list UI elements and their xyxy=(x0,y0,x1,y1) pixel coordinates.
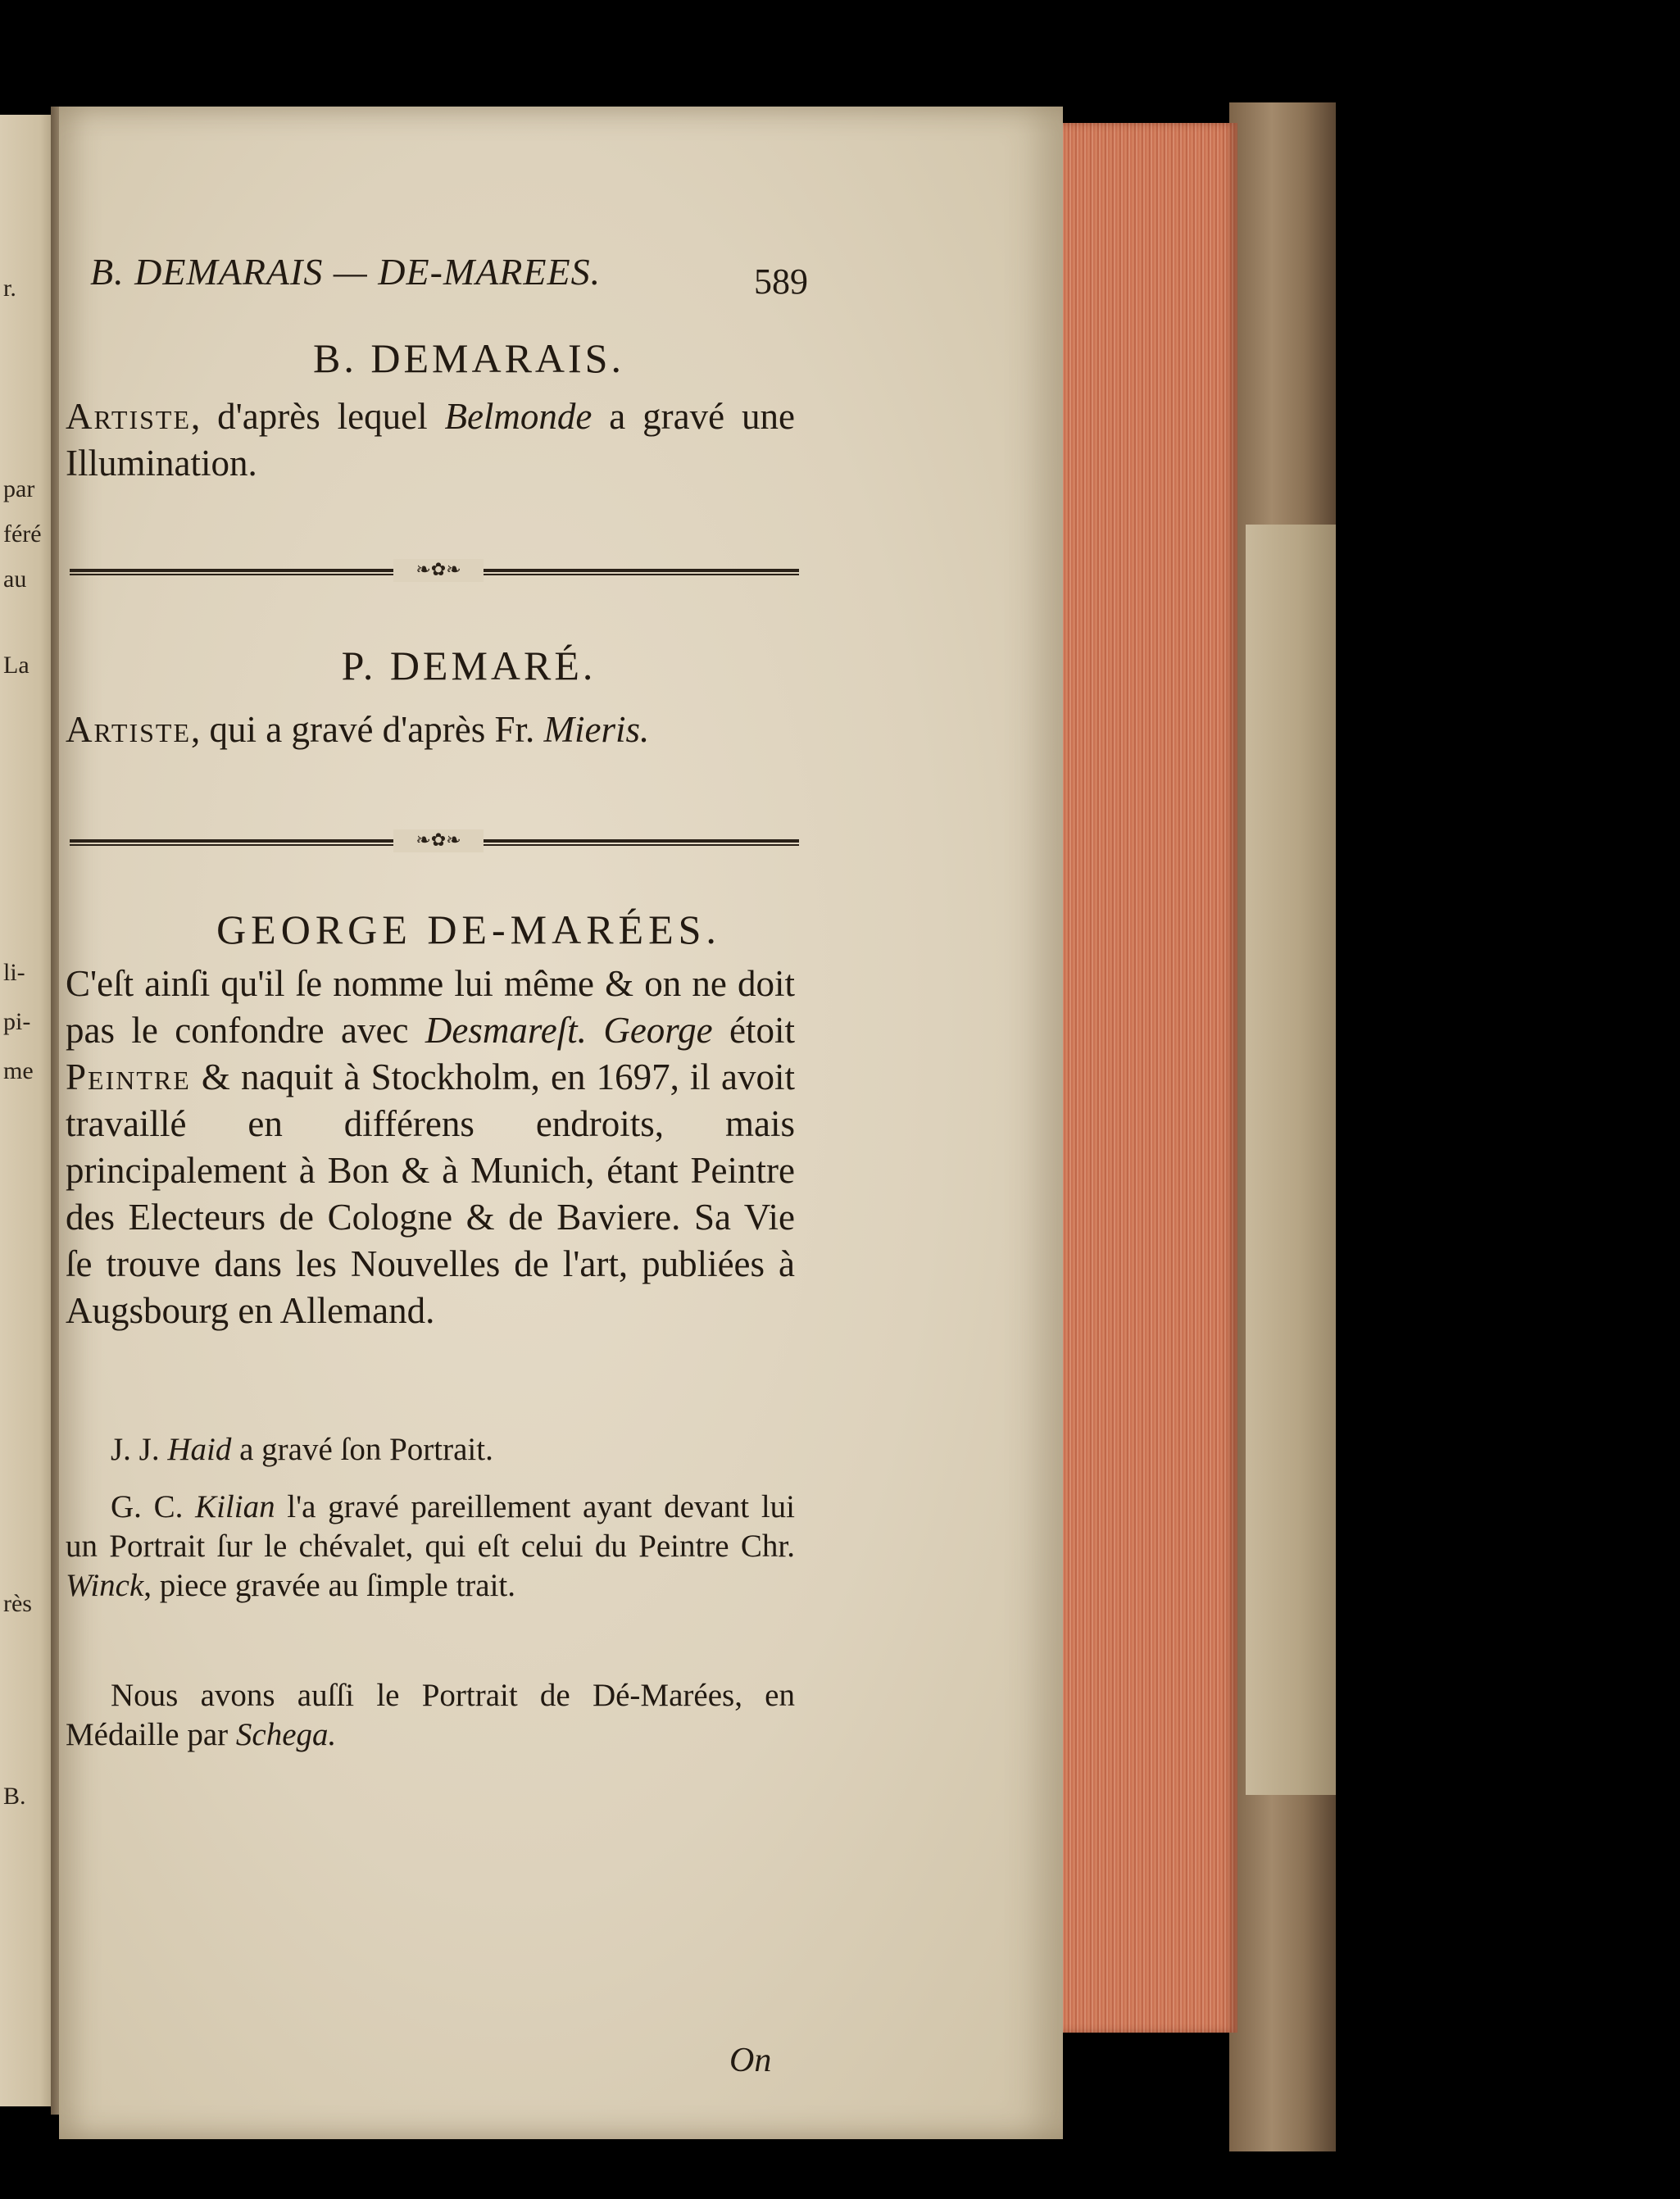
entry-title: B. DEMARAIS. xyxy=(313,335,624,381)
entry-title: P. DEMARÉ. xyxy=(341,643,597,688)
entry-paragraph: Nous avons auſſi le Portrait de Dé-Marées, en Médaille par Schega. xyxy=(66,1678,795,1752)
left-fragment: pi- xyxy=(3,1008,31,1035)
artist-name: Desmareſt. xyxy=(425,1010,587,1051)
entry-paragraph: Artiste, d'après lequel Belmonde a gravé une Illumination. xyxy=(66,396,795,484)
left-fragment: au xyxy=(3,566,27,593)
entry-paragraph: Artiste, qui a gravé d'après Fr. Mieris. xyxy=(66,709,650,750)
entry-paragraph: J. J. Haid a gravé ſon Portrait. xyxy=(111,1432,493,1467)
page-fore-edge xyxy=(1057,123,1237,2033)
book-cover-board xyxy=(1246,525,1336,1795)
entry-paragraph: C'eſt ainſi qu'il ſe nomme lui même & on ne doit pas le confondre avec Desmareſt. George étoit Peintre & naquit à Stockholm, en 1697, il avoit travaillé en différens endroits, mais principalement à Bon & à Munich, étant Peintre des Electeurs de Cologne & de Baviere. Sa Vie ſe trouve dans les Nouvelles de l'art, publiées à Augsbourg en Allemand. xyxy=(66,963,795,1331)
entry-lead: Artiste xyxy=(66,709,192,750)
left-fragment: r. xyxy=(3,275,16,302)
entry-title: GEORGE DE-MARÉES. xyxy=(216,906,721,952)
ornament-icon: ❧✿❧ xyxy=(393,829,484,852)
artist-name: George xyxy=(603,1010,713,1051)
left-fragment: B. xyxy=(3,1783,26,1810)
left-fragment: La xyxy=(3,652,30,679)
artist-name: Mieris. xyxy=(543,709,650,750)
running-title: B. DEMARAIS — DE-MAREES. xyxy=(90,251,602,293)
artist-name: Schega. xyxy=(235,1717,337,1752)
entry-paragraph: G. C. Kilian l'a gravé pareillement ayant devant lui un Portrait ſur le chévalet, qui eſt celui du Peintre Chr. Winck, piece gravée au ſimple trait. xyxy=(66,1489,795,1603)
ornament-rule xyxy=(70,560,799,580)
artist-name: Kilian xyxy=(195,1489,275,1524)
page-number: 589 xyxy=(754,261,808,302)
previous-page-edge xyxy=(0,115,57,2106)
artist-name: Belmonde xyxy=(444,396,593,437)
left-fragment: par xyxy=(3,475,35,502)
left-fragment: rès xyxy=(3,1590,32,1617)
artist-name: Haid xyxy=(167,1432,232,1467)
ornament-icon: ❧✿❧ xyxy=(393,559,484,582)
left-fragment: féré xyxy=(3,520,42,547)
left-fragment: li- xyxy=(3,959,25,986)
left-fragment: me xyxy=(3,1057,34,1084)
entry-lead: Artiste xyxy=(66,396,192,437)
artist-name: Winck xyxy=(66,1568,144,1603)
ornament-rule xyxy=(70,830,799,851)
catchword: On xyxy=(729,2042,772,2079)
